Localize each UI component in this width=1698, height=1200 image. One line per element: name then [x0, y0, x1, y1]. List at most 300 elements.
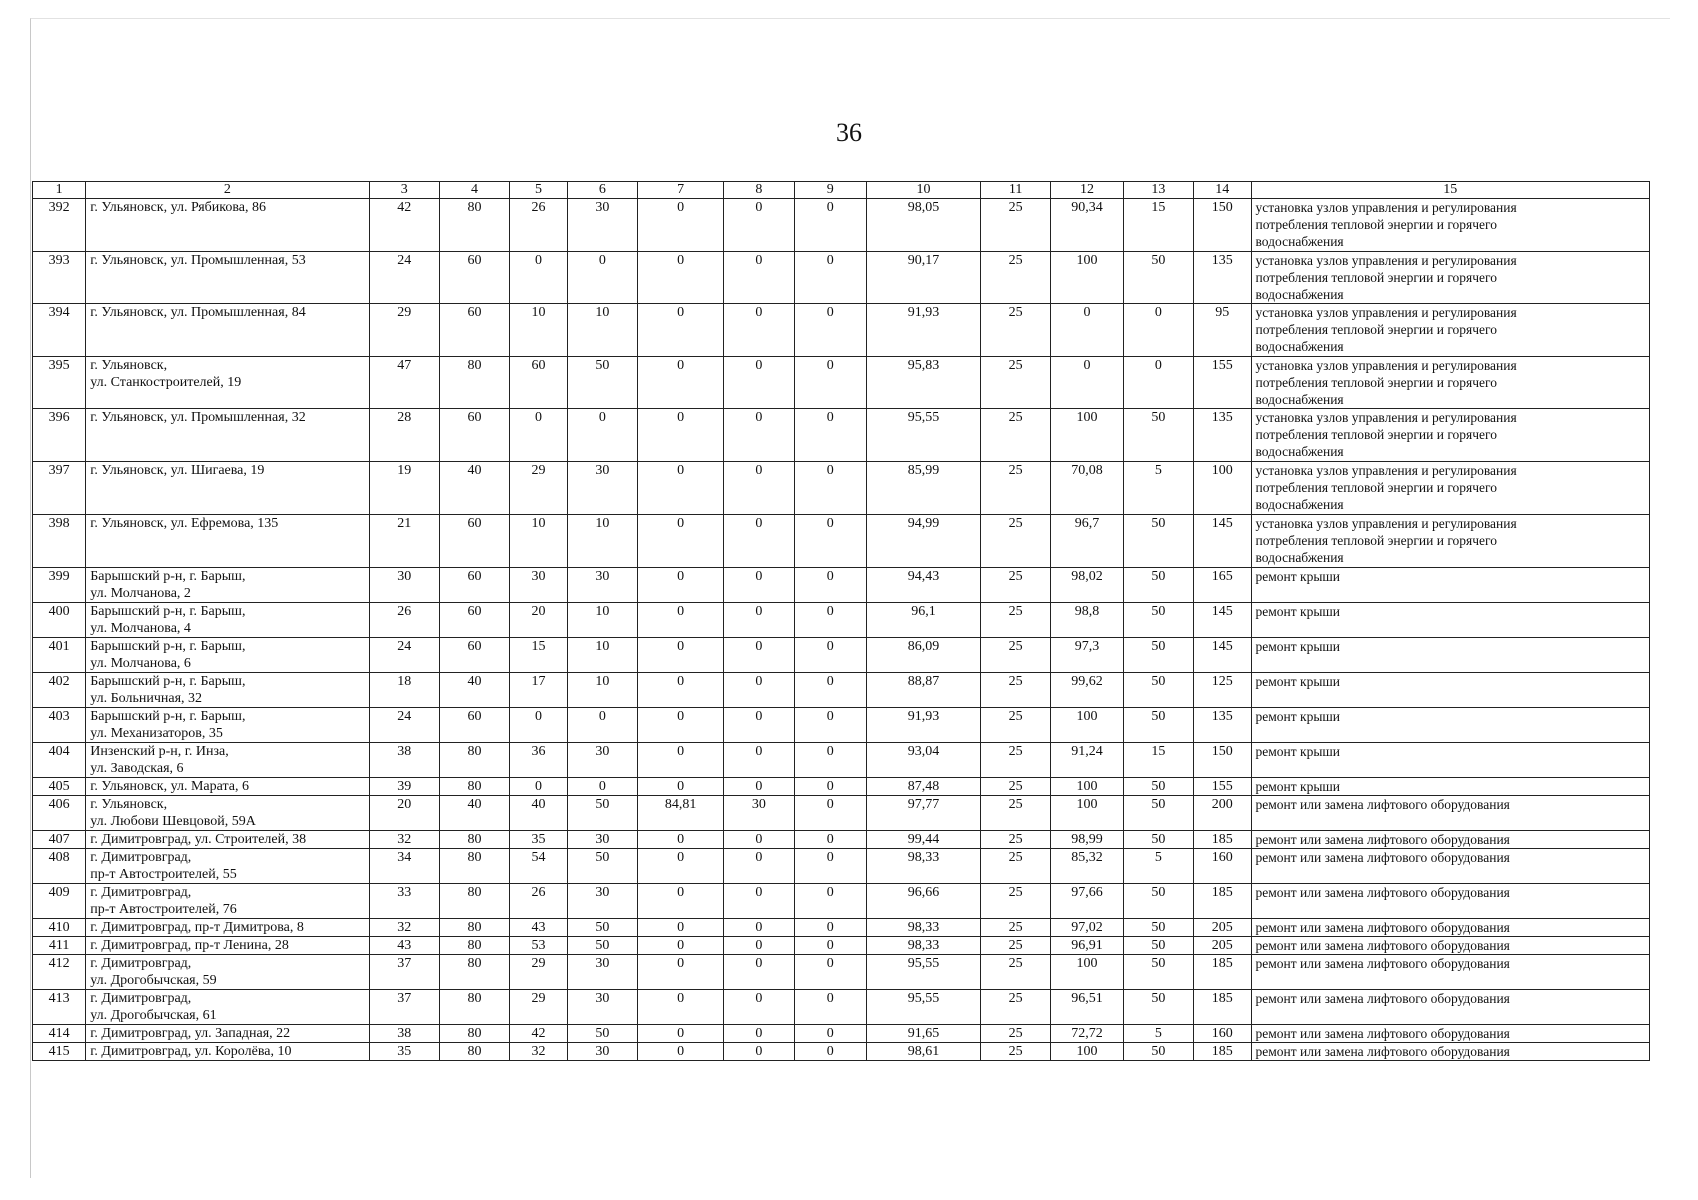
value-cell-col-4: 60 [439, 568, 509, 603]
column-header-15: 15 [1251, 182, 1650, 199]
value-cell-col-12: 97,02 [1051, 919, 1123, 937]
cell-line: ул. Больничная, 32 [90, 691, 203, 706]
work-type-cell [1251, 1043, 1650, 1061]
value-cell-col-5: 60 [510, 357, 568, 409]
value-cell-col-9: 0 [794, 955, 866, 990]
value-cell-col-8: 0 [724, 1025, 794, 1043]
row-number: 398 [33, 515, 86, 568]
value-cell-col-11: 25 [980, 568, 1050, 603]
value-cell-col-8: 0 [724, 955, 794, 990]
value-cell-col-3: 34 [369, 849, 439, 884]
value-cell-col-14: 135 [1193, 708, 1251, 743]
work-type-cell [1251, 1025, 1650, 1043]
value-cell-col-6: 50 [567, 1025, 637, 1043]
value-cell-col-7: 0 [638, 638, 724, 673]
row-number: 400 [33, 603, 86, 638]
value-cell-col-3: 28 [369, 409, 439, 462]
table-row [33, 919, 1650, 937]
work-type-cell [1251, 831, 1650, 849]
value-cell-col-11: 25 [980, 708, 1050, 743]
value-cell-col-4: 40 [439, 462, 509, 515]
address-cell [86, 831, 369, 849]
value-cell-col-4: 40 [439, 796, 509, 831]
cell-line: ремонт крыши [1255, 709, 1341, 724]
value-cell-col-4: 80 [439, 357, 509, 409]
table-row [33, 955, 1650, 990]
value-cell-col-10: 87,48 [867, 778, 981, 796]
value-cell-col-10: 96,66 [867, 884, 981, 919]
value-cell-col-9: 0 [794, 849, 866, 884]
value-cell-col-5: 53 [510, 937, 568, 955]
value-cell-col-10: 93,04 [867, 743, 981, 778]
value-cell-col-11: 25 [980, 515, 1050, 568]
table-row [33, 304, 1650, 357]
value-cell-col-11: 25 [980, 252, 1050, 304]
value-cell-col-9: 0 [794, 252, 866, 304]
value-cell-col-8: 0 [724, 568, 794, 603]
work-type-cell [1251, 304, 1650, 357]
row-number: 405 [33, 778, 86, 796]
cell-line: г. Димитровград, [90, 991, 192, 1006]
value-cell-col-9: 0 [794, 708, 866, 743]
address-cell [86, 1025, 369, 1043]
cell-line: водоснабжения [1255, 444, 1344, 459]
value-cell-col-8: 0 [724, 937, 794, 955]
value-cell-col-7: 0 [638, 357, 724, 409]
value-cell-col-14: 155 [1193, 778, 1251, 796]
table-row [33, 937, 1650, 955]
value-cell-col-4: 60 [439, 708, 509, 743]
value-cell-col-3: 26 [369, 603, 439, 638]
cell-line: г. Ульяновск, ул. Шигаева, 19 [90, 463, 265, 478]
value-cell-col-5: 10 [510, 304, 568, 357]
value-cell-col-7: 0 [638, 937, 724, 955]
work-type-cell [1251, 357, 1650, 409]
cell-line: установка узлов управления и регулирования [1255, 200, 1517, 215]
value-cell-col-6: 50 [567, 357, 637, 409]
value-cell-col-8: 0 [724, 638, 794, 673]
value-cell-col-10: 95,83 [867, 357, 981, 409]
value-cell-col-14: 160 [1193, 849, 1251, 884]
table-body [33, 199, 1650, 1061]
cell-line: водоснабжения [1255, 550, 1344, 565]
value-cell-col-13: 50 [1123, 778, 1193, 796]
value-cell-col-7: 0 [638, 743, 724, 778]
table-row [33, 849, 1650, 884]
value-cell-col-12: 100 [1051, 1043, 1123, 1061]
cell-line: г. Димитровград, ул. Западная, 22 [90, 1026, 291, 1041]
column-header-5: 5 [510, 182, 568, 199]
cell-line: г. Ульяновск, [90, 358, 168, 373]
value-cell-col-6: 10 [567, 603, 637, 638]
column-header-11: 11 [980, 182, 1050, 199]
column-header-12: 12 [1051, 182, 1123, 199]
value-cell-col-10: 91,65 [867, 1025, 981, 1043]
row-number: 414 [33, 1025, 86, 1043]
value-cell-col-6: 0 [567, 778, 637, 796]
value-cell-col-11: 25 [980, 884, 1050, 919]
value-cell-col-8: 0 [724, 409, 794, 462]
address-cell [86, 884, 369, 919]
address-cell [86, 743, 369, 778]
value-cell-col-5: 0 [510, 778, 568, 796]
value-cell-col-14: 145 [1193, 603, 1251, 638]
cell-line: водоснабжения [1255, 287, 1344, 302]
value-cell-col-14: 125 [1193, 673, 1251, 708]
value-cell-col-10: 91,93 [867, 304, 981, 357]
value-cell-col-9: 0 [794, 304, 866, 357]
value-cell-col-12: 99,62 [1051, 673, 1123, 708]
cell-line: ул. Заводская, 6 [90, 761, 184, 776]
cell-line: установка узлов управления и регулирования [1255, 253, 1517, 268]
value-cell-col-3: 18 [369, 673, 439, 708]
value-cell-col-4: 80 [439, 1025, 509, 1043]
value-cell-col-9: 0 [794, 515, 866, 568]
work-type-cell [1251, 673, 1650, 708]
cell-line: ремонт крыши [1255, 639, 1341, 654]
value-cell-col-12: 72,72 [1051, 1025, 1123, 1043]
address-cell [86, 673, 369, 708]
value-cell-col-6: 50 [567, 849, 637, 884]
cell-line: г. Ульяновск, ул. Промышленная, 84 [90, 305, 306, 320]
work-type-cell [1251, 462, 1650, 515]
value-cell-col-14: 200 [1193, 796, 1251, 831]
cell-line: установка узлов управления и регулирования [1255, 410, 1517, 425]
value-cell-col-7: 0 [638, 252, 724, 304]
value-cell-col-5: 29 [510, 462, 568, 515]
cell-line: ремонт крыши [1255, 779, 1341, 794]
value-cell-col-8: 0 [724, 1043, 794, 1061]
value-cell-col-4: 60 [439, 515, 509, 568]
cell-line: г. Димитровград, ул. Строителей, 38 [90, 832, 307, 847]
cell-line: г. Димитровград, пр-т Ленина, 28 [90, 938, 289, 953]
value-cell-col-8: 0 [724, 831, 794, 849]
value-cell-col-11: 25 [980, 743, 1050, 778]
value-cell-col-3: 33 [369, 884, 439, 919]
value-cell-col-3: 32 [369, 919, 439, 937]
value-cell-col-11: 25 [980, 990, 1050, 1025]
column-header-9: 9 [794, 182, 866, 199]
value-cell-col-13: 15 [1123, 743, 1193, 778]
value-cell-col-8: 0 [724, 990, 794, 1025]
value-cell-col-6: 30 [567, 743, 637, 778]
value-cell-col-10: 88,87 [867, 673, 981, 708]
value-cell-col-13: 50 [1123, 252, 1193, 304]
value-cell-col-11: 25 [980, 778, 1050, 796]
value-cell-col-8: 0 [724, 357, 794, 409]
work-type-cell [1251, 743, 1650, 778]
value-cell-col-11: 25 [980, 919, 1050, 937]
value-cell-col-3: 37 [369, 990, 439, 1025]
value-cell-col-14: 205 [1193, 937, 1251, 955]
value-cell-col-14: 160 [1193, 1025, 1251, 1043]
value-cell-col-14: 185 [1193, 1043, 1251, 1061]
value-cell-col-14: 135 [1193, 252, 1251, 304]
value-cell-col-13: 50 [1123, 919, 1193, 937]
value-cell-col-7: 0 [638, 673, 724, 708]
cell-line: г. Ульяновск, ул. Промышленная, 53 [90, 253, 306, 268]
value-cell-col-4: 80 [439, 1043, 509, 1061]
row-number: 392 [33, 199, 86, 252]
table-row [33, 515, 1650, 568]
work-type-cell [1251, 919, 1650, 937]
cell-line: водоснабжения [1255, 234, 1344, 249]
value-cell-col-7: 0 [638, 884, 724, 919]
value-cell-col-9: 0 [794, 1043, 866, 1061]
cell-line: ул. Дрогобычская, 61 [90, 1008, 217, 1023]
value-cell-col-9: 0 [794, 462, 866, 515]
value-cell-col-8: 0 [724, 603, 794, 638]
value-cell-col-6: 10 [567, 638, 637, 673]
work-type-cell [1251, 796, 1650, 831]
value-cell-col-4: 40 [439, 673, 509, 708]
table-row [33, 1025, 1650, 1043]
value-cell-col-3: 38 [369, 743, 439, 778]
cell-line: ремонт или замена лифтового оборудования [1255, 850, 1510, 865]
value-cell-col-8: 0 [724, 778, 794, 796]
row-number: 408 [33, 849, 86, 884]
value-cell-col-3: 37 [369, 955, 439, 990]
value-cell-col-11: 25 [980, 304, 1050, 357]
value-cell-col-14: 155 [1193, 357, 1251, 409]
cell-line: ул. Станкостроителей, 19 [90, 375, 242, 390]
value-cell-col-7: 0 [638, 409, 724, 462]
row-number: 406 [33, 796, 86, 831]
column-header-4: 4 [439, 182, 509, 199]
value-cell-col-4: 60 [439, 304, 509, 357]
cell-line: установка узлов управления и регулирования [1255, 516, 1517, 531]
value-cell-col-4: 80 [439, 849, 509, 884]
work-type-cell [1251, 708, 1650, 743]
value-cell-col-4: 80 [439, 955, 509, 990]
value-cell-col-5: 26 [510, 884, 568, 919]
value-cell-col-3: 38 [369, 1025, 439, 1043]
value-cell-col-14: 150 [1193, 199, 1251, 252]
cell-line: ремонт крыши [1255, 744, 1341, 759]
value-cell-col-11: 25 [980, 1043, 1050, 1061]
address-cell [86, 708, 369, 743]
cell-line: ремонт или замена лифтового оборудования [1255, 797, 1510, 812]
value-cell-col-3: 24 [369, 708, 439, 743]
column-header-2: 2 [86, 182, 369, 199]
row-number: 404 [33, 743, 86, 778]
row-number: 411 [33, 937, 86, 955]
cell-line: Инзенский р-н, г. Инза, [90, 744, 229, 759]
value-cell-col-9: 0 [794, 409, 866, 462]
address-cell [86, 357, 369, 409]
cell-line: пр-т Автостроителей, 55 [90, 867, 237, 882]
value-cell-col-4: 80 [439, 778, 509, 796]
value-cell-col-9: 0 [794, 603, 866, 638]
value-cell-col-6: 10 [567, 673, 637, 708]
value-cell-col-8: 0 [724, 515, 794, 568]
table-row [33, 1043, 1650, 1061]
value-cell-col-3: 29 [369, 304, 439, 357]
table-row [33, 568, 1650, 603]
value-cell-col-6: 10 [567, 304, 637, 357]
value-cell-col-10: 98,61 [867, 1043, 981, 1061]
work-type-cell [1251, 849, 1650, 884]
value-cell-col-6: 30 [567, 1043, 637, 1061]
value-cell-col-10: 98,33 [867, 919, 981, 937]
value-cell-col-3: 24 [369, 638, 439, 673]
value-cell-col-13: 50 [1123, 796, 1193, 831]
value-cell-col-7: 0 [638, 1025, 724, 1043]
value-cell-col-5: 36 [510, 743, 568, 778]
cell-line: ремонт крыши [1255, 569, 1341, 584]
value-cell-col-5: 17 [510, 673, 568, 708]
cell-line: Барышский р-н, г. Барыш, [90, 674, 246, 689]
value-cell-col-7: 0 [638, 831, 724, 849]
value-cell-col-8: 0 [724, 673, 794, 708]
value-cell-col-8: 30 [724, 796, 794, 831]
table-row [33, 778, 1650, 796]
value-cell-col-9: 0 [794, 778, 866, 796]
value-cell-col-12: 98,02 [1051, 568, 1123, 603]
value-cell-col-10: 98,05 [867, 199, 981, 252]
value-cell-col-7: 0 [638, 568, 724, 603]
value-cell-col-5: 15 [510, 638, 568, 673]
address-cell [86, 990, 369, 1025]
value-cell-col-12: 100 [1051, 409, 1123, 462]
table-row [33, 708, 1650, 743]
value-cell-col-10: 96,1 [867, 603, 981, 638]
row-number: 394 [33, 304, 86, 357]
value-cell-col-11: 25 [980, 409, 1050, 462]
value-cell-col-4: 80 [439, 937, 509, 955]
value-cell-col-12: 97,66 [1051, 884, 1123, 919]
table-row [33, 673, 1650, 708]
cell-line: потребления тепловой энергии и горячего [1255, 427, 1497, 442]
value-cell-col-8: 0 [724, 462, 794, 515]
value-cell-col-7: 0 [638, 462, 724, 515]
column-header-1: 1 [33, 182, 86, 199]
column-header-3: 3 [369, 182, 439, 199]
value-cell-col-14: 145 [1193, 638, 1251, 673]
value-cell-col-6: 30 [567, 831, 637, 849]
cell-line: ремонт крыши [1255, 604, 1341, 619]
value-cell-col-7: 0 [638, 515, 724, 568]
value-cell-col-12: 100 [1051, 778, 1123, 796]
value-cell-col-8: 0 [724, 919, 794, 937]
value-cell-col-13: 50 [1123, 990, 1193, 1025]
value-cell-col-8: 0 [724, 884, 794, 919]
value-cell-col-5: 0 [510, 708, 568, 743]
cell-line: Барышский р-н, г. Барыш, [90, 569, 246, 584]
value-cell-col-5: 54 [510, 849, 568, 884]
value-cell-col-12: 96,7 [1051, 515, 1123, 568]
value-cell-col-13: 0 [1123, 357, 1193, 409]
value-cell-col-6: 50 [567, 937, 637, 955]
column-header-8: 8 [724, 182, 794, 199]
work-type-cell [1251, 515, 1650, 568]
value-cell-col-12: 100 [1051, 796, 1123, 831]
cell-line: Барышский р-н, г. Барыш, [90, 604, 246, 619]
value-cell-col-9: 0 [794, 937, 866, 955]
value-cell-col-7: 0 [638, 1043, 724, 1061]
address-cell [86, 603, 369, 638]
value-cell-col-9: 0 [794, 884, 866, 919]
table-row [33, 990, 1650, 1025]
cell-line: потребления тепловой энергии и горячего [1255, 375, 1497, 390]
value-cell-col-13: 50 [1123, 638, 1193, 673]
value-cell-col-12: 100 [1051, 252, 1123, 304]
value-cell-col-6: 10 [567, 515, 637, 568]
value-cell-col-10: 98,33 [867, 849, 981, 884]
table-row [33, 796, 1650, 831]
value-cell-col-5: 26 [510, 199, 568, 252]
address-cell [86, 252, 369, 304]
cell-line: г. Ульяновск, ул. Ефремова, 135 [90, 516, 279, 531]
value-cell-col-9: 0 [794, 673, 866, 708]
cell-line: потребления тепловой энергии и горячего [1255, 480, 1497, 495]
row-number: 399 [33, 568, 86, 603]
value-cell-col-6: 50 [567, 796, 637, 831]
column-header-13: 13 [1123, 182, 1193, 199]
value-cell-col-9: 0 [794, 919, 866, 937]
value-cell-col-5: 29 [510, 955, 568, 990]
value-cell-col-10: 90,17 [867, 252, 981, 304]
address-cell [86, 568, 369, 603]
value-cell-col-13: 5 [1123, 462, 1193, 515]
cell-line: ремонт или замена лифтового оборудования [1255, 938, 1510, 953]
value-cell-col-13: 5 [1123, 849, 1193, 884]
cell-line: пр-т Автостроителей, 76 [90, 902, 237, 917]
value-cell-col-13: 50 [1123, 515, 1193, 568]
value-cell-col-14: 150 [1193, 743, 1251, 778]
cell-line: ремонт или замена лифтового оборудования [1255, 991, 1510, 1006]
address-cell [86, 919, 369, 937]
cell-line: водоснабжения [1255, 392, 1344, 407]
row-number: 397 [33, 462, 86, 515]
table-row [33, 252, 1650, 304]
value-cell-col-11: 25 [980, 357, 1050, 409]
value-cell-col-4: 60 [439, 638, 509, 673]
value-cell-col-6: 30 [567, 884, 637, 919]
value-cell-col-14: 145 [1193, 515, 1251, 568]
value-cell-col-5: 29 [510, 990, 568, 1025]
cell-line: ремонт или замена лифтового оборудования [1255, 885, 1510, 900]
value-cell-col-12: 91,24 [1051, 743, 1123, 778]
value-cell-col-3: 24 [369, 252, 439, 304]
value-cell-col-6: 0 [567, 409, 637, 462]
cell-line: потребления тепловой энергии и горячего [1255, 270, 1497, 285]
value-cell-col-12: 97,3 [1051, 638, 1123, 673]
cell-line: ремонт или замена лифтового оборудования [1255, 832, 1510, 847]
value-cell-col-8: 0 [724, 849, 794, 884]
value-cell-col-13: 50 [1123, 568, 1193, 603]
value-cell-col-3: 19 [369, 462, 439, 515]
value-cell-col-6: 30 [567, 955, 637, 990]
address-cell [86, 199, 369, 252]
value-cell-col-11: 25 [980, 638, 1050, 673]
cell-line: водоснабжения [1255, 339, 1344, 354]
value-cell-col-10: 95,55 [867, 409, 981, 462]
value-cell-col-14: 100 [1193, 462, 1251, 515]
cell-line: г. Ульяновск, ул. Промышленная, 32 [90, 410, 306, 425]
value-cell-col-13: 50 [1123, 409, 1193, 462]
work-type-cell [1251, 603, 1650, 638]
value-cell-col-13: 50 [1123, 937, 1193, 955]
value-cell-col-13: 50 [1123, 884, 1193, 919]
value-cell-col-10: 95,55 [867, 990, 981, 1025]
work-type-cell [1251, 252, 1650, 304]
cell-line: г. Димитровград, ул. Королёва, 10 [90, 1044, 292, 1059]
value-cell-col-13: 50 [1123, 831, 1193, 849]
cell-line: г. Димитровград, [90, 956, 192, 971]
cell-line: г. Димитровград, [90, 850, 192, 865]
value-cell-col-4: 60 [439, 409, 509, 462]
